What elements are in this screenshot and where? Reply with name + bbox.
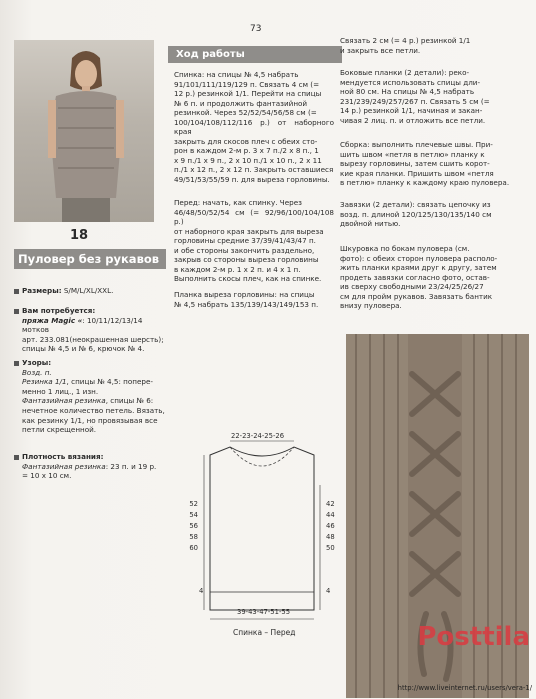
density-block: Плотность вязания: Фантазийная резинка: 23 п. и 19 р. = 10 х 10 см.: [14, 452, 164, 481]
materials-block: Вам потребуется: пряжа Magic «: 10/11/12/13/14 мотков арт. 233.081(неокрашенная шерсть); спицы № 4,5 и № 6, крючок № 4.: [14, 306, 164, 354]
instructions-header: Ход работы: [168, 46, 342, 63]
page-number: 73: [250, 24, 262, 34]
schematic-bottom-label: 39-43-47-51-55: [237, 608, 291, 616]
schematic-right-low: 4: [326, 587, 331, 595]
right-text-1: Связать 2 см (= 4 р.) резинкой 1/1 и закрыть все петли.: [340, 36, 471, 55]
watermark-logo: Posttila: [417, 622, 530, 652]
model-figure: [42, 48, 130, 222]
watermark-url: http://www.liveinternet.ru/users/vera-1/: [397, 684, 532, 692]
ties-instructions: Завязки (2 детали): связать цепочку из возд. п. длиной 120/125/130/135/140 см двойной нитью.: [340, 200, 492, 228]
assembly-instructions: Сборка: выполнить плечевые швы. При- шить швом «петля в петлю» планку к вырезу горловины, затем сшить корот- кие края планки. Пришить швом «петля в петлю» планку к каждому краю пуловера.: [340, 140, 510, 187]
lacing-instructions: Шкуровка по бокам пуловера (см. фото): с обеих сторон пуловера располо- жить планки краями друг к другу, затем продеть завязки согласно фото, остав- ив сверху свободными 23/24/25/26/27 см для пройм рукавов. Завязать бантик внизу пуловера.: [340, 244, 498, 310]
schematic-right-labels: 42 44 46 48 50: [326, 500, 335, 552]
front-instructions: Перед: начать, как спинку. Через 46/48/50/52/54 см (= 92/96/100/104/108 р.) от наборного края закрыть для выреза горловины средние 37/39/41/43/47 п. и обе стороны закончить раздельно, закрыв со стороны выреза горловины в каждом 2-м р. 1 х 2 п. и 4 х 1 п. Выполнить скосы плеч, как на спинке.: [174, 198, 334, 283]
pattern-title: Пуловер без рукавов: [14, 249, 166, 269]
sizes-line: Размеры: S/M/L/XL/XXL.: [14, 286, 113, 296]
bullet-square-icon: [14, 309, 19, 314]
pattern-number: 18: [70, 228, 89, 243]
schematic-top-label: 22-23-24-25-26: [231, 432, 285, 440]
schematic-left-low: 4: [199, 587, 204, 595]
side-bands-instructions: Боковые планки (2 детали): реко- мендуется использовать спицы дли- ной 80 см. На спицы № 4,5 набрать 231/239/249/257/267 п. Связать 5 см (= 14 р.) резинкой 1/1, начиная и закан- чивая 2 лиц. п. и отложить все петли.: [340, 68, 490, 125]
schematic-caption: Спинка – Перед: [233, 628, 296, 637]
bullet-square-icon: [14, 361, 19, 366]
model-photo: [14, 40, 154, 222]
back-instructions: Спинка: на спицы № 4,5 набрать 91/101/111/119/129 п. Связать 4 см (= 12 р.) резинкой 1/1. Перейти на спицы № 6 п. и продолжить фантазийной резинкой. Через 52/52/54/56/58 см (= 100/104/108/112/116 р.) от наборного края закрыть для скосов плеч с обеих сто- рон в каждом 2-м р. 3 х 7 п./2 х 8 п., 1 х 9 п./1 х 9 п., 2 х 10 п./1 х 10 п., 2 х 11 п./1 х 12 п., 2 х 12 п. Закрыть оставшиеся 49/51/53/55/59 п. для выреза горловины.: [174, 70, 334, 184]
schematic-left-labels: 52 54 56 58 60: [189, 500, 198, 552]
bullet-square-icon: [14, 455, 19, 460]
patterns-block: Узоры: Возд. п. Резинка 1/1, спицы № 4,5: попере- менно 1 лиц., 1 изн. Фантазийная резинка, спицы № 6: нечетное количество петель. Вязать, как резинку 1/1, но провязывая все петли скрещенной.: [14, 358, 170, 435]
bullet-square-icon: [14, 289, 19, 294]
neckband-instructions: Планка выреза горловины: на спицы № 4,5 набрать 135/139/143/149/153 п.: [174, 290, 319, 309]
